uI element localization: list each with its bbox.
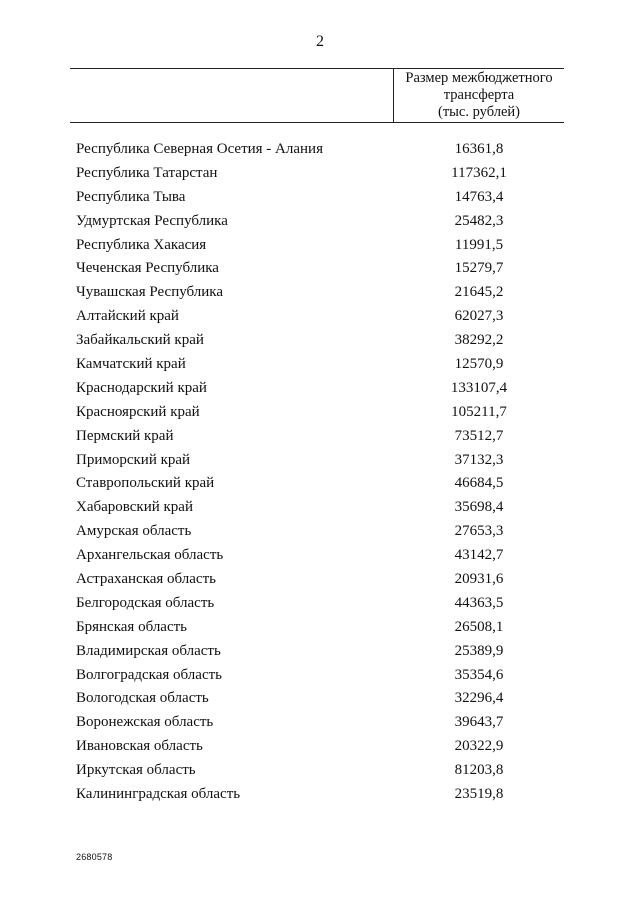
table-row [0, 592, 640, 616]
transfer-amount: 20322,9 [454, 738, 504, 755]
region-name: Астраханская область [76, 571, 216, 588]
table-header-top-rule [70, 68, 564, 69]
table-row [0, 687, 640, 711]
table-row [0, 568, 640, 592]
region-name: Волгоградская область [76, 666, 222, 683]
table-header-bottom-rule [70, 122, 564, 123]
region-name: Пермский край [76, 427, 174, 444]
transfer-amount: 15279,7 [454, 260, 504, 277]
table-row [0, 186, 640, 210]
document-code: 2680578 [76, 852, 113, 862]
table-row [0, 759, 640, 783]
transfer-amount: 12570,9 [454, 356, 504, 373]
region-name: Хабаровский край [76, 499, 193, 516]
transfer-amount: 23519,8 [454, 786, 504, 803]
column-header-line-1: Размер межбюджетного [405, 70, 553, 86]
table-row [0, 449, 640, 473]
region-name: Архангельская область [76, 547, 224, 564]
table-row [0, 783, 640, 807]
table-row [0, 257, 640, 281]
region-name: Республика Тыва [76, 188, 186, 205]
region-name: Вологодская область [76, 690, 209, 707]
transfer-amount: 25389,9 [454, 642, 504, 659]
transfer-amount: 20931,6 [454, 571, 504, 588]
region-name: Республика Северная Осетия - Алания [76, 141, 323, 157]
region-name: Белгородская область [76, 594, 215, 611]
column-header-transfer-amount [394, 70, 564, 121]
transfer-amount: 133107,4 [450, 379, 508, 396]
table-row [0, 711, 640, 735]
transfer-amount: 27653,3 [454, 523, 504, 540]
region-name: Воронежская область [76, 714, 214, 731]
transfer-amount: 11991,5 [454, 236, 504, 253]
region-name: Иркутская область [76, 762, 196, 779]
transfer-amount: 81203,8 [454, 762, 504, 779]
transfer-amount: 21645,2 [454, 284, 504, 301]
region-name: Амурская область [76, 523, 192, 540]
column-header-line-2: трансферта [443, 87, 515, 103]
region-name: Чеченская Республика [76, 260, 219, 277]
transfer-amount: 62027,3 [454, 308, 504, 325]
table-row [0, 281, 640, 305]
table-row [0, 520, 640, 544]
table-row [0, 425, 640, 449]
table-row [0, 401, 640, 425]
transfer-amount: 14763,4 [454, 188, 504, 205]
transfer-amount: 38292,2 [454, 332, 504, 349]
transfer-amount: 46684,5 [454, 475, 504, 492]
region-name: Республика Татарстан [76, 164, 218, 181]
table-body [0, 138, 640, 807]
region-name: Ставропольский край [76, 475, 215, 492]
region-name: Приморский край [76, 451, 191, 468]
region-name: Калининградская область [76, 786, 241, 803]
table-row [0, 210, 640, 234]
region-name: Краснодарский край [76, 379, 207, 396]
transfer-amount: 35354,6 [454, 666, 504, 683]
table-row [0, 329, 640, 353]
transfer-amount: 25482,3 [454, 212, 504, 229]
region-name: Удмуртская Республика [76, 212, 228, 229]
table-row [0, 496, 640, 520]
region-name: Камчатский край [76, 356, 186, 373]
region-name: Владимирская область [76, 642, 221, 659]
transfer-amount: 32296,4 [454, 690, 504, 707]
transfer-amount: 44363,5 [454, 594, 504, 611]
transfer-amount: 16361,8 [454, 141, 504, 157]
table-row [0, 353, 640, 377]
table-row [0, 544, 640, 568]
transfer-amount: 35698,4 [454, 499, 504, 516]
transfer-amount: 73512,7 [454, 427, 504, 444]
table-row [0, 640, 640, 664]
region-name: Чувашская Республика [76, 284, 224, 301]
table-row [0, 472, 640, 496]
transfer-amount: 26508,1 [454, 618, 504, 635]
transfer-amount: 39643,7 [454, 714, 504, 731]
region-name: Красноярский край [76, 403, 200, 420]
region-name: Республика Хакасия [76, 236, 207, 253]
table-row [0, 138, 640, 162]
page-number: 2 [316, 33, 324, 50]
table-row [0, 162, 640, 186]
table-row [0, 735, 640, 759]
table-row [0, 234, 640, 258]
transfer-amount: 37132,3 [454, 451, 504, 468]
region-name: Брянская область [76, 618, 188, 635]
transfer-amount: 117362,1 [451, 164, 507, 181]
transfer-amount: 105211,7 [451, 403, 507, 420]
region-name: Алтайский край [76, 308, 179, 325]
region-name: Ивановская область [76, 738, 203, 755]
column-header-line-3: (тыс. рублей) [438, 104, 520, 120]
table-row [0, 616, 640, 640]
table-row [0, 305, 640, 329]
region-name: Забайкальский край [76, 332, 204, 349]
table-row [0, 377, 640, 401]
transfer-amount: 43142,7 [454, 547, 504, 564]
table-row [0, 664, 640, 688]
